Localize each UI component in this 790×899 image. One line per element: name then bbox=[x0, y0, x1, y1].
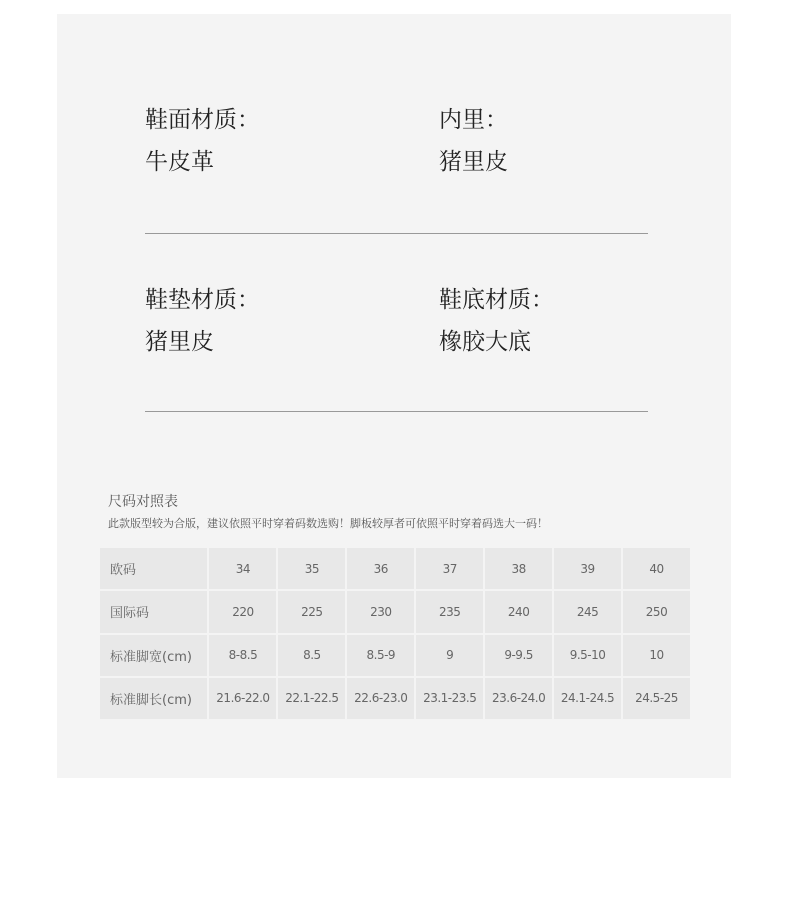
table-row bbox=[100, 635, 690, 676]
row-header-foot-width: 标准脚宽(cm) bbox=[100, 635, 207, 676]
table-cell: 245 bbox=[554, 591, 621, 632]
table-cell: 9 bbox=[416, 635, 483, 676]
table-cell: 8-8.5 bbox=[209, 635, 276, 676]
table-cell: 250 bbox=[623, 591, 690, 632]
table-cell: 8.5 bbox=[278, 635, 345, 676]
table-cell: 230 bbox=[347, 591, 414, 632]
row-header-intl-size: 国际码 bbox=[100, 591, 207, 632]
table-cell: 39 bbox=[554, 548, 621, 589]
table-cell: 240 bbox=[485, 591, 552, 632]
insole-material-label: 鞋垫材质： bbox=[145, 287, 260, 313]
lining-material-label: 内里： bbox=[439, 107, 508, 133]
size-chart-title: 尺码对照表 bbox=[108, 494, 178, 510]
table-cell: 9-9.5 bbox=[485, 635, 552, 676]
table-cell: 34 bbox=[209, 548, 276, 589]
table-cell: 235 bbox=[416, 591, 483, 632]
table-row bbox=[100, 591, 690, 632]
upper-material-label: 鞋面材质： bbox=[145, 107, 260, 133]
table-cell: 22.1-22.5 bbox=[278, 678, 345, 719]
table-cell: 225 bbox=[278, 591, 345, 632]
table-cell: 40 bbox=[623, 548, 690, 589]
table-cell: 220 bbox=[209, 591, 276, 632]
table-cell: 22.6-23.0 bbox=[347, 678, 414, 719]
table-cell: 10 bbox=[623, 635, 690, 676]
table-cell: 36 bbox=[347, 548, 414, 589]
table-row bbox=[100, 678, 690, 719]
table-cell: 23.6-24.0 bbox=[485, 678, 552, 719]
table-cell: 37 bbox=[416, 548, 483, 589]
table-cell: 38 bbox=[485, 548, 552, 589]
upper-material-value: 牛皮革 bbox=[145, 149, 214, 175]
table-cell: 24.1-24.5 bbox=[554, 678, 621, 719]
table-cell: 9.5-10 bbox=[554, 635, 621, 676]
row-header-foot-length: 标准脚长(cm) bbox=[100, 678, 207, 719]
size-chart-note: 此款版型较为合版，建议依照平时穿着码数选购！脚板较厚者可依照平时穿着码选大一码！ bbox=[108, 517, 548, 530]
table-cell: 8.5-9 bbox=[347, 635, 414, 676]
table-row bbox=[100, 548, 690, 589]
size-chart-table bbox=[98, 546, 692, 721]
section-divider bbox=[145, 411, 648, 412]
table-cell: 21.6-22.0 bbox=[209, 678, 276, 719]
table-cell: 23.1-23.5 bbox=[416, 678, 483, 719]
table-cell: 24.5-25 bbox=[623, 678, 690, 719]
sole-material-label: 鞋底材质： bbox=[439, 287, 554, 313]
row-header-eu-size: 欧码 bbox=[100, 548, 207, 589]
section-divider bbox=[145, 233, 648, 234]
table-cell: 35 bbox=[278, 548, 345, 589]
insole-material-value: 猪里皮 bbox=[145, 329, 214, 355]
lining-material-value: 猪里皮 bbox=[439, 149, 508, 175]
sole-material-value: 橡胶大底 bbox=[439, 329, 531, 355]
